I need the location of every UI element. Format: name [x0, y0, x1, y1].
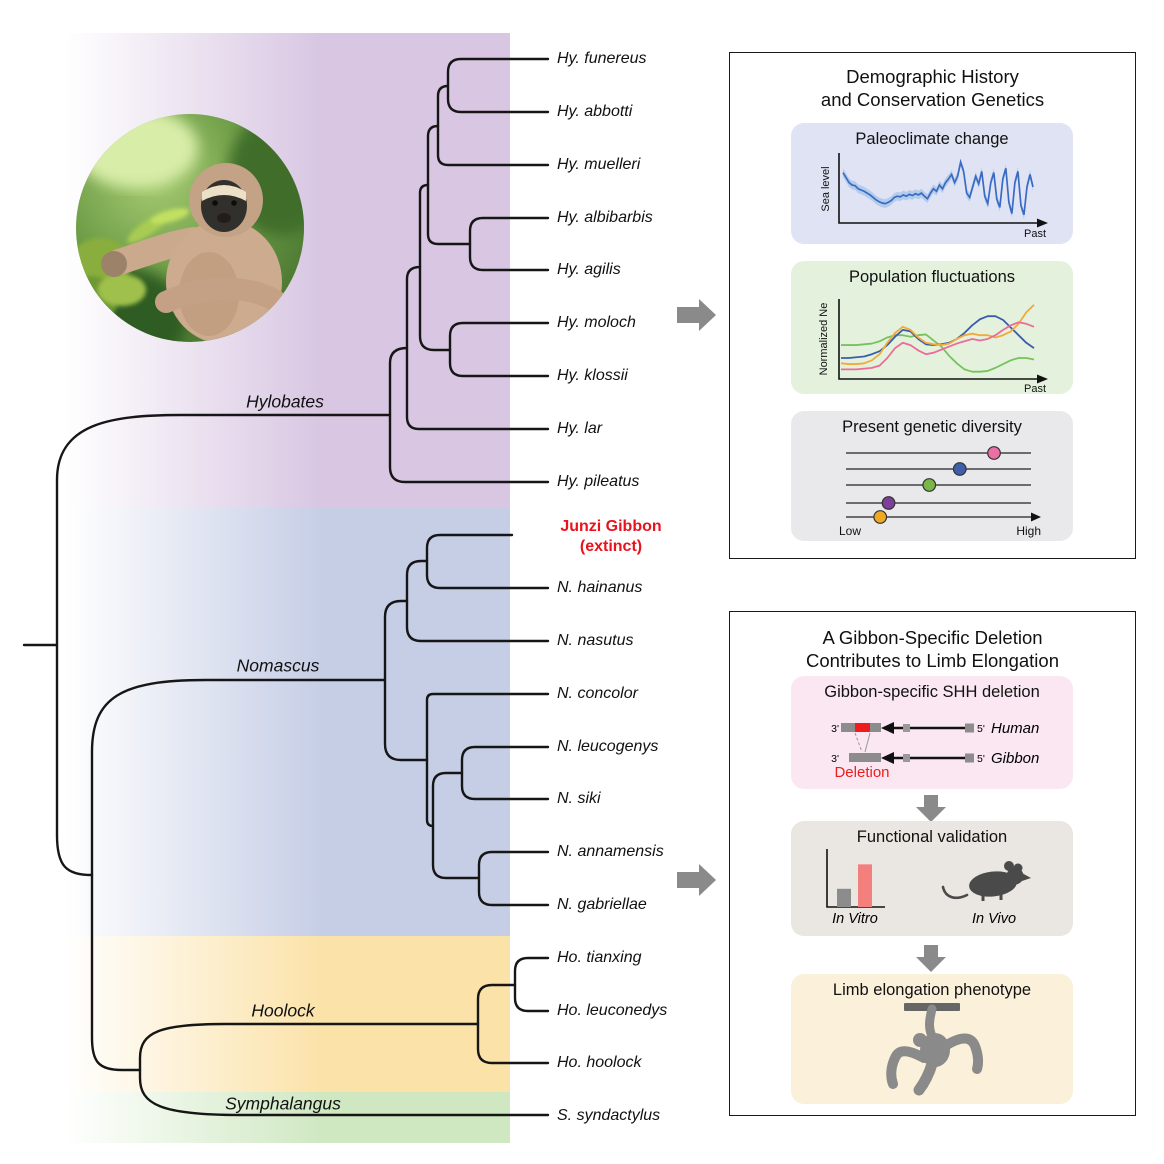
paleo-series: [843, 159, 1033, 219]
demographic-title-line2: and Conservation Genetics: [820, 89, 1045, 110]
deletion-title-line1: A Gibbon-Specific Deletion: [822, 627, 1043, 648]
genus-label-nomascus: Nomascus: [236, 655, 320, 676]
paleoclimate-title: Paleoclimate change: [855, 130, 1009, 148]
diversity-subpanel: [791, 411, 1073, 541]
invitro-axes: [827, 849, 885, 907]
human-intron-box: [903, 724, 910, 732]
species-label: Hy. klossii: [557, 367, 628, 384]
junzi-line1: Junzi Gibbon: [560, 518, 662, 535]
validation-subpanel: [791, 821, 1073, 936]
deletion-panel-title: [730, 626, 1135, 672]
phenotype-title: Limb elongation phenotype: [832, 981, 1032, 999]
junzi-line2: (extinct): [579, 538, 643, 555]
species-label: N. leucogenys: [557, 738, 659, 755]
species-label: N. nasutus: [557, 632, 634, 649]
gibbon-5prime-box: [965, 754, 974, 763]
flow-arrow-right-icon: [677, 298, 717, 332]
demographic-title-line1: Demographic History: [846, 66, 1019, 87]
species-label: S. syndactylus: [557, 1107, 661, 1124]
species-label: N. concolor: [557, 685, 638, 702]
phenotype-subpanel: [791, 974, 1073, 1104]
flow-arrow-down-icon: [911, 945, 951, 972]
shh-deletion-title: Gibbon-specific SHH deletion: [824, 683, 1040, 701]
gibbon-intron-box: [903, 754, 910, 762]
invitro-label: In Vitro: [832, 911, 878, 927]
gibbon-label: Gibbon: [991, 750, 1040, 767]
species-label: Ho. leuconedys: [557, 1002, 668, 1019]
paleo-ylabel: Sea level: [820, 166, 832, 212]
species-label: N. siki: [557, 790, 601, 807]
diversity-title: Present genetic diversity: [842, 418, 1022, 436]
deletion-label: Deletion: [834, 764, 890, 781]
species-label: Hy. moloch: [557, 314, 636, 331]
paleo-xlabel: Past: [1023, 228, 1046, 240]
five-prime-label: 5': [977, 723, 985, 735]
demographic-panel-title: [730, 65, 1135, 111]
species-label: N. annamensis: [557, 843, 664, 860]
hanging-gibbon-icon: [891, 1009, 978, 1090]
species-label: N. hainanus: [557, 579, 643, 596]
mouse-icon: [943, 861, 1031, 901]
genus-label-hylobates: Hylobates: [246, 391, 324, 412]
genus-label-symphalangus: Symphalangus: [225, 1093, 341, 1114]
population-ylabel: Normalized Ne: [818, 302, 830, 376]
flow-arrow-right-icon: [677, 863, 717, 897]
demographic-panel: [729, 52, 1136, 559]
three-prime-label: 3': [831, 723, 839, 735]
species-label: Hy. abbotti: [557, 103, 633, 120]
species-label: Ho. tianxing: [557, 949, 642, 966]
species-label: Hy. funereus: [557, 50, 647, 67]
species-label: Ho. hoolock: [557, 1054, 642, 1071]
paleoclimate-subpanel: [791, 123, 1073, 244]
species-label: Hy. lar: [557, 420, 603, 437]
species-label: Hy. albibarbis: [557, 209, 653, 226]
population-subpanel: [791, 261, 1073, 394]
deletion-panel: [729, 611, 1136, 1116]
human-5prime-box: [965, 724, 974, 733]
shh-deletion-subpanel: [791, 676, 1073, 789]
species-label: Hy. agilis: [557, 261, 621, 278]
extinct-species-label: [551, 517, 671, 557]
gibbon-exon-bar: [849, 753, 881, 762]
deletion-title-line2: Contributes to Limb Elongation: [806, 650, 1059, 671]
human-label: Human: [991, 720, 1040, 737]
gibbon-photo: [74, 112, 306, 344]
diversity-low-label: Low: [839, 524, 862, 538]
population-xlabel: Past: [1023, 383, 1046, 394]
species-label: Hy. muelleri: [557, 156, 641, 173]
diversity-high-label: High: [1016, 524, 1041, 538]
validation-title: Functional validation: [856, 828, 1008, 846]
human-deleted-segment: [855, 723, 870, 732]
three-prime-label: 3': [831, 753, 839, 765]
flow-arrow-down-icon: [911, 795, 951, 822]
invivo-label: In Vivo: [971, 911, 1017, 927]
population-series: [841, 305, 1034, 372]
invitro-bars: [837, 864, 872, 907]
five-prime-label: 5': [977, 753, 985, 765]
population-title: Population fluctuations: [848, 268, 1016, 286]
genus-label-hoolock: Hoolock: [251, 1000, 315, 1021]
species-label: N. gabriellae: [557, 896, 647, 913]
species-label: Hy. pileatus: [557, 473, 640, 490]
